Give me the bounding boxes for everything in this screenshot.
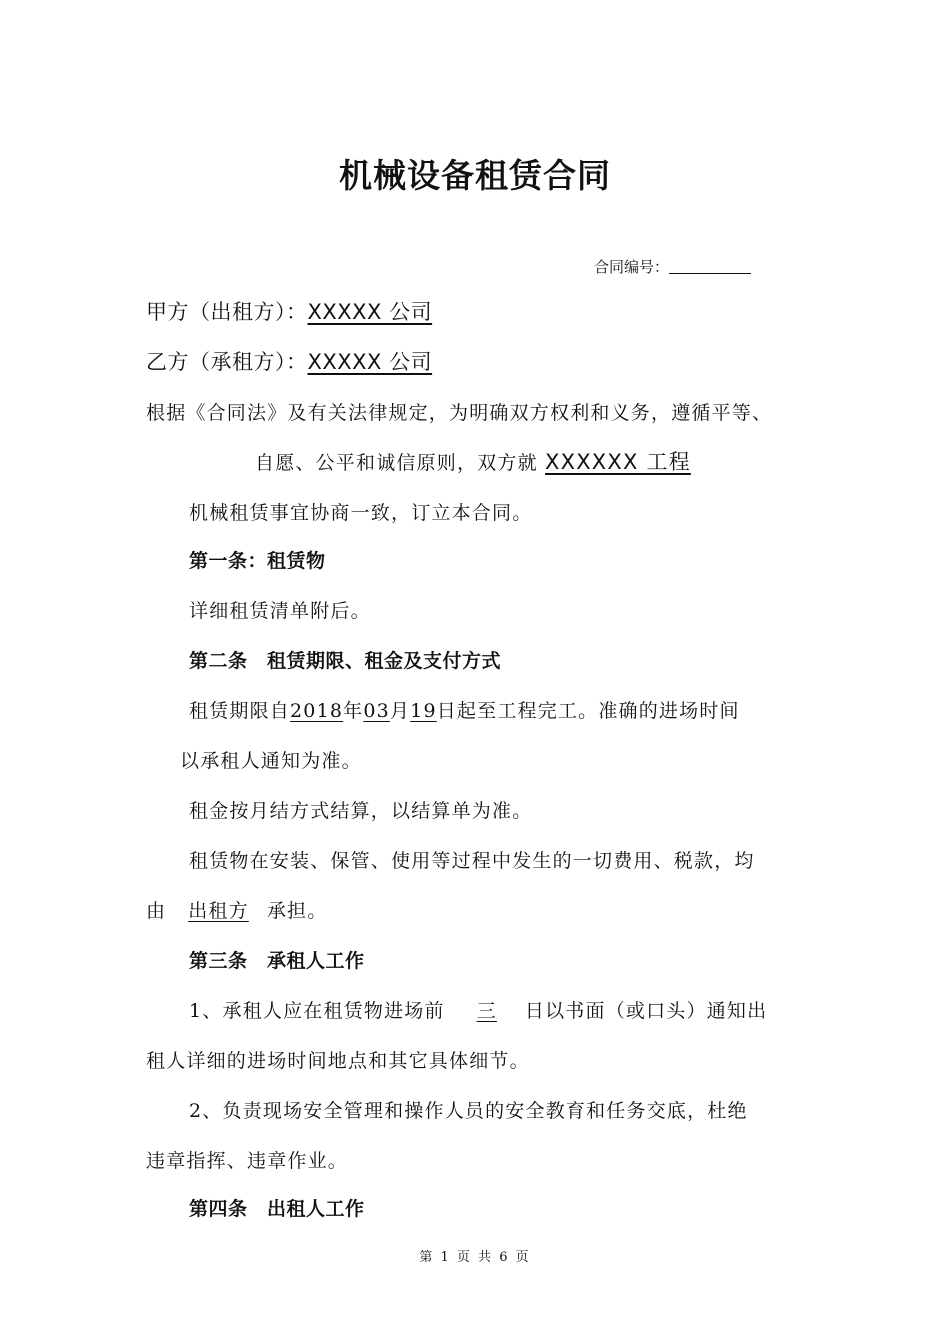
intro-line-3: 机械租赁事宜协商一致，订立本合同。 (189, 502, 533, 524)
article-2-costs-line-1: 租赁物在安装、保管、使用等过程中发生的一切费用、税款，均 (189, 850, 755, 872)
party-a (146, 296, 432, 326)
article-1-body: 详细租赁清单附后。 (189, 600, 371, 622)
article-2-term (189, 696, 740, 723)
item-1-text-a: 1、承租人应在租赁物进场前 (189, 1000, 445, 1022)
costs-text-b: 承担。 (266, 900, 328, 922)
contract-number-label: 合同编号： (594, 258, 670, 276)
cost-bearer: 出租方 (188, 900, 249, 922)
party-b-label: 乙方（承租方）： (146, 350, 308, 374)
term-text-d: 日起至工程完工。准确的进场时间 (436, 700, 740, 722)
article-3-item-2: 2、负责现场安全管理和操作人员的安全教育和任务交底，杜绝 (189, 1100, 748, 1122)
start-year: 2018 (290, 700, 344, 722)
project-name: XXXXXX 工程 (545, 450, 691, 474)
start-day: 19 (410, 700, 437, 722)
document-title: 机械设备租赁合同 (339, 156, 611, 195)
term-text-a: 租赁期限自 (189, 700, 291, 722)
notice-days: 三 (476, 1000, 497, 1022)
item-1-text-b: 日以书面（或口头）通知出 (524, 1000, 768, 1022)
page-footer: 第 1 页 共 6 页 (419, 1250, 531, 1265)
contract-number (594, 256, 751, 277)
contract-number-blank (669, 259, 751, 274)
party-a-label: 甲方（出租方）： (146, 300, 308, 324)
intro-line-2-text: 自愿、公平和诚信原则，双方就 (255, 452, 546, 474)
term-text-b: 年 (343, 700, 364, 722)
intro-line-2 (255, 446, 691, 476)
article-2-term-line-2: 以承租人通知为准。 (180, 750, 362, 772)
article-4-heading: 第四条 出租人工作 (189, 1198, 365, 1220)
article-3-item-1 (189, 996, 767, 1023)
costs-text-a: 由 (146, 900, 167, 922)
article-3-item-2-line-2: 违章指挥、违章作业。 (146, 1150, 349, 1172)
intro-line-1: 根据《合同法》及有关法律规定，为明确双方权利和义务，遵循平等、 (146, 402, 773, 424)
party-b (146, 346, 432, 376)
party-a-name: XXXXX 公司 (307, 300, 433, 324)
start-month: 03 (363, 700, 390, 722)
article-1-heading: 第一条：租赁物 (189, 550, 326, 572)
article-3-heading: 第三条 承租人工作 (189, 950, 365, 972)
article-2-settlement: 租金按月结方式结算，以结算单为准。 (189, 800, 533, 822)
article-2-heading: 第二条 租赁期限、租金及支付方式 (189, 650, 502, 672)
term-text-c: 月 (389, 700, 411, 722)
article-3-item-1-line-2: 租人详细的进场时间地点和其它具体细节。 (146, 1050, 530, 1072)
party-b-name: XXXXX 公司 (307, 350, 433, 374)
article-2-costs-line-2 (146, 896, 327, 923)
